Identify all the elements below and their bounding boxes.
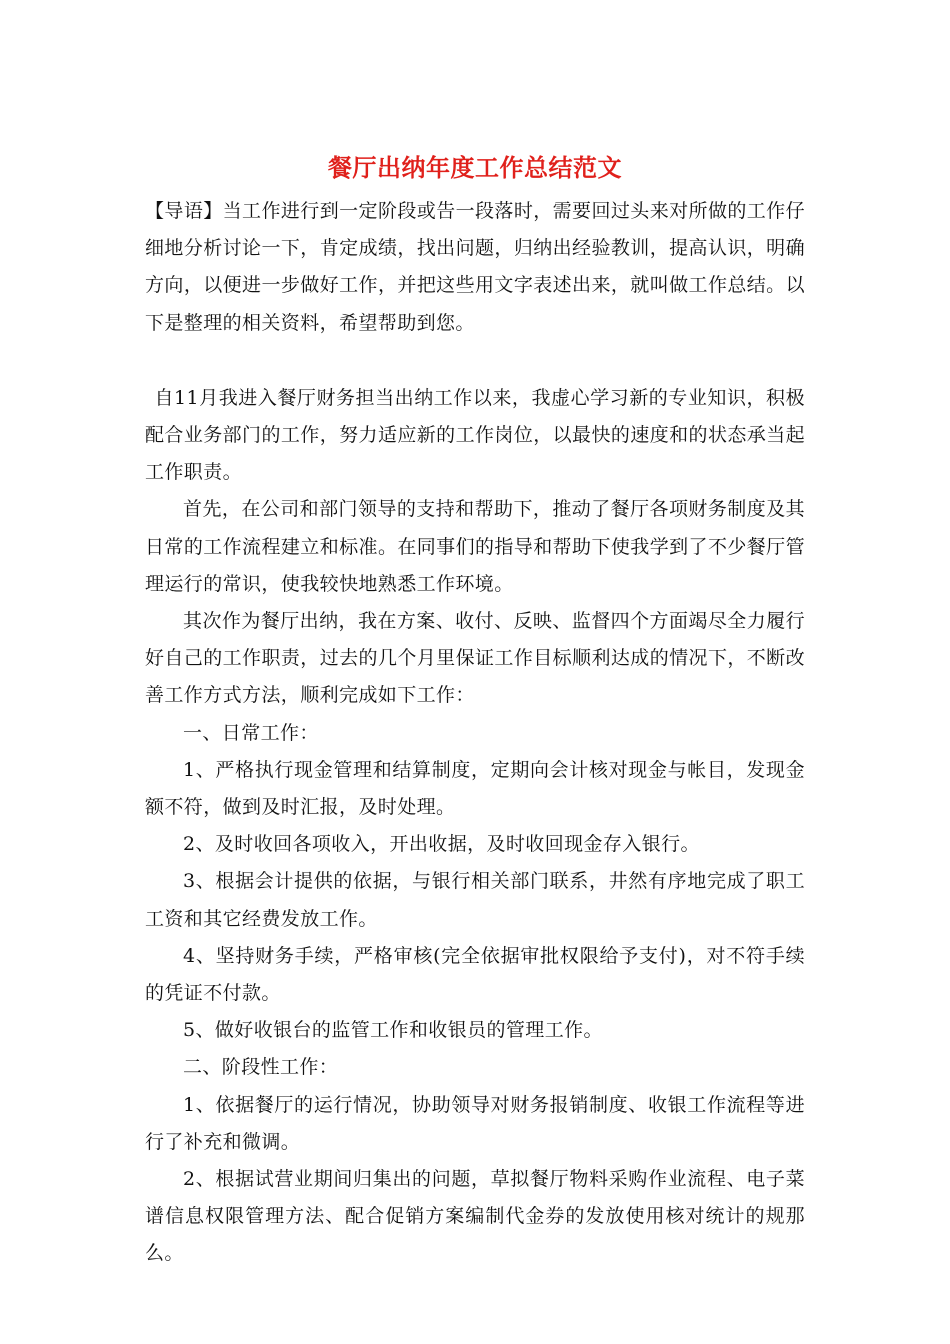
daily-item-5: 5、做好收银台的监管工作和收银员的管理工作。 bbox=[183, 1019, 603, 1042]
intro-paragraph: 【导语】当工作进行到一定阶段或告一段落时，需要回过头来对所做的工作仔细地分析讨论一下，肯定成绩，找出问题，归纳出经验教训，提高认识，明确方向，以便进一步做好工作，并把这些用文字表述出来，就叫做工作总结。以下是整理的相关资料，希望帮助到您。 bbox=[145, 200, 805, 334]
section-heading-phase: 二、阶段性工作： bbox=[183, 1056, 339, 1079]
paragraph-2: 首先，在公司和部门领导的支持和帮助下，推动了餐厅各项财务制度及其日常的工作流程建立和标准。在同事们的指导和帮助下使我学到了不少餐厅管理运行的常识，使我较快地熟悉工作环境。 bbox=[145, 498, 805, 595]
daily-item-4: 4、坚持财务手续，严格审核(完全依据审批权限给予支付)，对不符手续的凭证不付款。 bbox=[145, 944, 805, 1005]
paragraph-3: 其次作为餐厅出纳，我在方案、收付、反映、监督四个方面竭尽全力履行好自己的工作职责，过去的几个月里保证工作目标顺利达成的情况下，不断改善工作方式方法，顺利完成如下工作： bbox=[145, 610, 805, 707]
phase-item-2: 2、根据试营业期间归集出的问题，草拟餐厅物料采购作业流程、电子菜谱信息权限管理方法、配合促销方案编制代金券的发放使用核对统计的规那么。 bbox=[145, 1168, 805, 1265]
document-title: 餐厅出纳年度工作总结范文 bbox=[328, 153, 622, 182]
daily-item-2: 2、及时收回各项收入，开出收据，及时收回现金存入银行。 bbox=[183, 833, 700, 856]
document-body bbox=[145, 193, 805, 1273]
daily-item-1: 1、严格执行现金管理和结算制度，定期向会计核对现金与帐目，发现金额不符，做到及时汇报，及时处理。 bbox=[145, 758, 805, 819]
paragraph-gap bbox=[145, 342, 805, 380]
paragraph-1: 自11月我进入餐厅财务担当出纳工作以来，我虚心学习新的专业知识，积极配合业务部门的工作，努力适应新的工作岗位，以最快的速度和的状态承当起工作职责。 bbox=[145, 386, 805, 484]
daily-item-3: 3、根据会计提供的依据，与银行相关部门联系，井然有序地完成了职工工资和其它经费发放工作。 bbox=[145, 870, 805, 930]
phase-item-1: 1、依据餐厅的运行情况，协助领导对财务报销制度、收银工作流程等进行了补充和微调。 bbox=[145, 1093, 805, 1153]
section-heading-daily: 一、日常工作： bbox=[183, 721, 319, 744]
